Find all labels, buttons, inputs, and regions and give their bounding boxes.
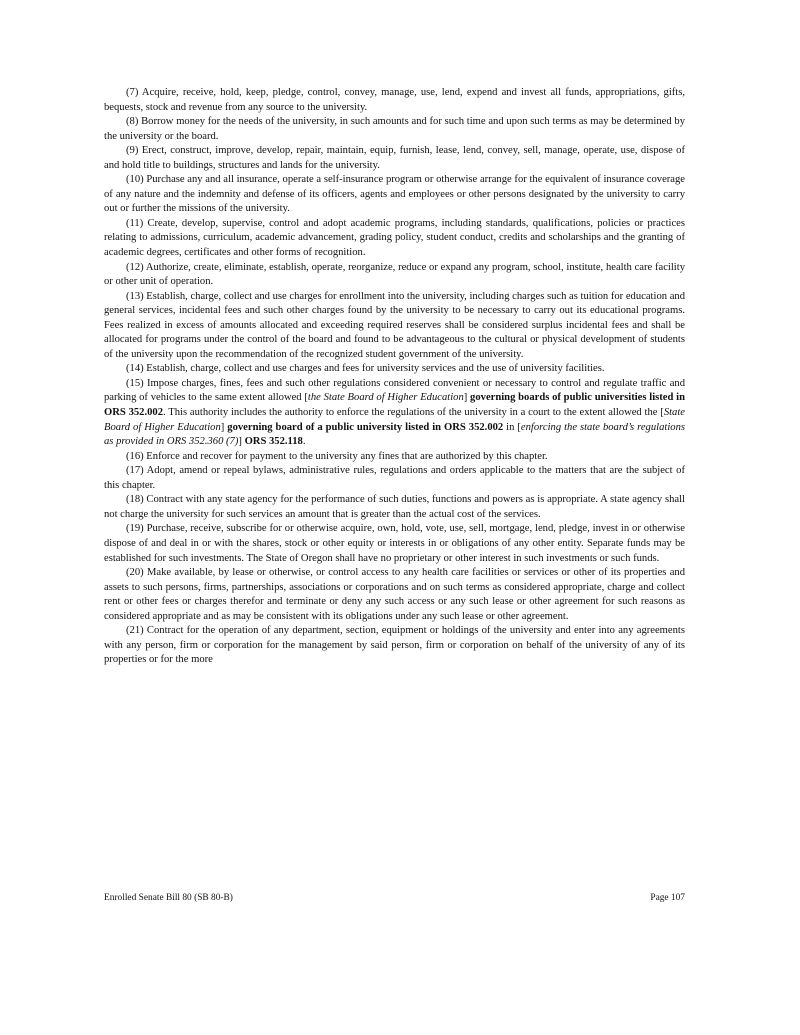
paragraph <box>104 450 685 465</box>
paragraph <box>104 217 685 261</box>
text-run: (21) Contract for the operation of any department, section, equipment or holdings of the university and enter into any agreements with any person, firm or corporation for the management by said person, firm or corporation on behalf of the university of any of its properties or for the more <box>104 625 685 666</box>
paragraph <box>104 290 685 363</box>
text-run: (14) Establish, charge, collect and use charges and fees for university services and the use of university facilities. <box>126 363 605 375</box>
paragraph <box>104 173 685 217</box>
text-run: ] <box>238 436 245 448</box>
paragraph <box>104 377 685 450</box>
text-run: . This authority includes the authority to enforce the regulations of the university in a court to the extent allowed the [ <box>163 407 664 419</box>
bold-text: ORS 352.118 <box>244 436 303 448</box>
paragraph <box>104 522 685 566</box>
paragraph <box>104 464 685 493</box>
bold-text: governing boards of public universities listed in ORS 352.002 <box>104 392 685 419</box>
text-run: ] <box>220 421 228 433</box>
document-body <box>104 86 685 668</box>
text-run: (13) Establish, charge, collect and use charges for enrollment into the university, including charges such as tuition for education and general services, incidental fees and such other charges found by the university to be necessary to carry out its educational programs. Fees realized in excess of amounts allocated and exceeding required reserves shall be considered surplus incidental fees and shall be allocated for programs under the control of the board and found to be advantageous to the cultural or physical development of students of the university upon the recommendation of the recognized student government of the university. <box>104 290 685 360</box>
paragraph <box>104 624 685 668</box>
footer-bill-label: Enrolled Senate Bill 80 (SB 80-B) <box>104 893 233 903</box>
text-run: (19) Purchase, receive, subscribe for or otherwise acquire, own, hold, vote, use, sell, mortgage, lend, pledge, invest in or otherwise dispose of and deal in or with the shares, stock or other equity or interests in or obligations of any other entity. Separate funds may be established for such investments. The State of Oregon shall have no proprietary or other interest in such investments or such funds. <box>104 523 685 564</box>
text-run: (16) Enforce and recover for payment to the university any fines that are authorized by this chapter. <box>126 450 548 462</box>
text-run: (11) Create, develop, supervise, control and adopt academic programs, including standards, qualifications, policies or practices relating to admissions, curriculum, academic advancement, grading policy, student conduct, credits and scholarships and the granting of academic degrees, certificates and other forms of recognition. <box>104 217 685 259</box>
text-run: (15) Impose charges, fines, fees and such other regulations considered convenient or necessary to control and regulate traffic and parking of vehicles to the same extent allowed [ <box>104 377 685 404</box>
paragraph <box>104 144 685 173</box>
text-run: (18) Contract with any state agency for the performance of such duties, functions and powers as is appropriate. A state agency shall not charge the university for such services an amount that is greater than the actual cost of the services. <box>104 494 685 520</box>
paragraph <box>104 493 685 522</box>
text-run: (17) Adopt, amend or repeal bylaws, administrative rules, regulations and orders applicable to the matters that are the subject of this chapter. <box>104 465 685 491</box>
text-run: (10) Purchase any and all insurance, operate a self-insurance program or otherwise arrange for the equivalent of insurance coverage of any nature and the indemnity and defense of its officers, agents and employees or other persons designated by the university to carry out or further the missions of the university. <box>104 174 685 215</box>
bold-text: governing board of a public university listed in ORS 352.002 <box>227 421 504 433</box>
text-run: . <box>302 436 306 448</box>
paragraph <box>104 261 685 290</box>
paragraph <box>104 566 685 624</box>
italic-text: the State Board of Higher Education <box>307 392 464 404</box>
text-run: (9) Erect, construct, improve, develop, repair, maintain, equip, furnish, lease, lend, convey, sell, manage, operate, use, dispose of and hold title to buildings, structures and lands for the university. <box>104 145 685 171</box>
text-run: (7) Acquire, receive, hold, keep, pledge, control, convey, manage, use, lend, expend and invest all funds, appropriations, gifts, bequests, stock and revenue from any source to the university. <box>104 87 685 113</box>
paragraph <box>104 86 685 115</box>
text-run: in [ <box>503 421 521 433</box>
text-run: (12) Authorize, create, eliminate, establish, operate, reorganize, reduce or expand any program, school, institute, health care facility or other unit of operation. <box>104 261 685 288</box>
paragraph <box>104 362 685 377</box>
footer-page-number: Page 107 <box>650 893 685 903</box>
italic-text: enforcing the state board’s regulations as provided in ORS 352.360 (7) <box>104 421 685 448</box>
paragraph <box>104 115 685 144</box>
italic-text: State Board of Higher Education <box>104 407 685 433</box>
page-footer <box>104 893 685 903</box>
text-run: (8) Borrow money for the needs of the university, in such amounts and for such time and upon such terms as may be determined by the university or the board. <box>104 116 685 142</box>
text-run: ] <box>463 392 471 404</box>
text-run: (20) Make available, by lease or otherwise, or control access to any health care facilities or services or other of its properties and assets to such persons, firms, partnerships, associations or corporations and on such terms as considered appropriate, charge and collect rent or other fees or charges therefor and terminate or deny any such access or any such lease or other agreement for such reasons as considered appropriate and as may be consistent with its obligations under any such lease or other agreement. <box>104 567 685 622</box>
